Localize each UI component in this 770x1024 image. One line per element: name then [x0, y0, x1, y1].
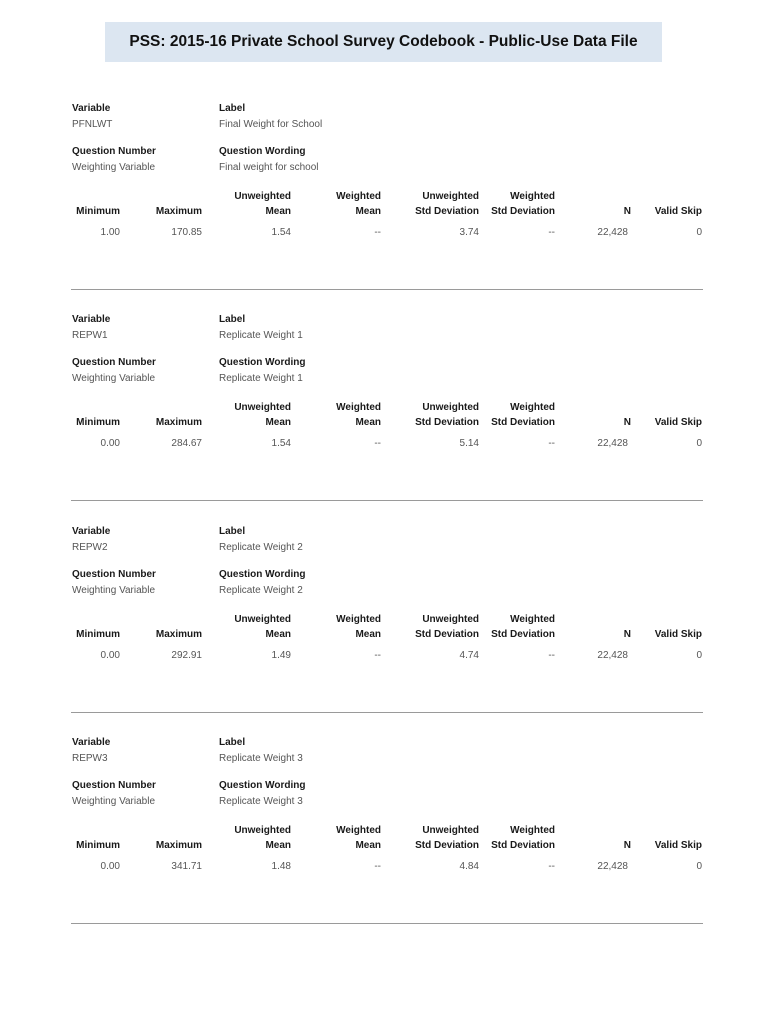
- codebook-record: [0, 314, 770, 526]
- cell-maximum: 170.85: [171, 227, 202, 238]
- page-header: [105, 22, 662, 62]
- col-valid-skip: Valid Skip: [654, 629, 702, 640]
- label-value: Replicate Weight 3: [219, 753, 303, 764]
- col-n: N: [623, 840, 631, 851]
- section-divider: [71, 712, 703, 713]
- cell-maximum: 341.71: [171, 861, 202, 872]
- variable-heading: Variable: [72, 314, 111, 325]
- cell-valid-skip: 0: [696, 861, 702, 872]
- codebook-record: [0, 526, 770, 738]
- cell-valid-skip: 0: [696, 650, 702, 661]
- label-heading: Label: [219, 314, 246, 325]
- question-wording-heading: Question Wording: [219, 146, 306, 157]
- col-unweighted-mean: Unweighted Mean: [234, 191, 291, 217]
- col-maximum: Maximum: [155, 417, 202, 428]
- col-maximum: Maximum: [155, 840, 202, 851]
- col-valid-skip: Valid Skip: [654, 840, 702, 851]
- cell-weighted-mean: --: [374, 861, 381, 872]
- col-unweighted-sd: Unweighted Std Deviation: [415, 825, 479, 851]
- label-value: Final Weight for School: [219, 119, 323, 130]
- cell-unweighted-sd: 3.74: [459, 227, 479, 238]
- cell-minimum: 0.00: [100, 861, 120, 872]
- col-valid-skip: Valid Skip: [654, 206, 702, 217]
- col-valid-skip: Valid Skip: [654, 417, 702, 428]
- col-n: N: [623, 206, 631, 217]
- label-heading: Label: [219, 737, 246, 748]
- variable-value: PFNLWT: [72, 119, 113, 130]
- cell-weighted-sd: --: [548, 227, 555, 238]
- col-weighted-sd: Weighted Std Deviation: [491, 191, 555, 217]
- col-unweighted-mean: Unweighted Mean: [234, 614, 291, 640]
- cell-maximum: 292.91: [171, 650, 202, 661]
- label-value: Replicate Weight 1: [219, 330, 303, 341]
- variable-heading: Variable: [72, 526, 111, 537]
- cell-weighted-mean: --: [374, 227, 381, 238]
- question-number-value: Weighting Variable: [72, 796, 156, 807]
- variable-value: REPW3: [72, 753, 108, 764]
- col-unweighted-mean: Unweighted Mean: [234, 402, 291, 428]
- col-maximum: Maximum: [155, 629, 202, 640]
- col-n: N: [623, 629, 631, 640]
- col-minimum: Minimum: [76, 840, 120, 851]
- col-minimum: Minimum: [76, 206, 120, 217]
- col-minimum: Minimum: [76, 417, 120, 428]
- cell-maximum: 284.67: [171, 438, 202, 449]
- question-number-value: Weighting Variable: [72, 373, 156, 384]
- question-wording-heading: Question Wording: [219, 569, 306, 580]
- label-value: Replicate Weight 2: [219, 542, 303, 553]
- col-weighted-sd: Weighted Std Deviation: [491, 614, 555, 640]
- question-wording-heading: Question Wording: [219, 780, 306, 791]
- cell-weighted-mean: --: [374, 438, 381, 449]
- label-heading: Label: [219, 103, 246, 114]
- question-number-value: Weighting Variable: [72, 162, 156, 173]
- cell-minimum: 0.00: [100, 438, 120, 449]
- col-maximum: Maximum: [155, 206, 202, 217]
- col-weighted-mean: Weighted Mean: [336, 825, 381, 851]
- col-unweighted-sd: Unweighted Std Deviation: [415, 191, 479, 217]
- codebook-record: [0, 737, 770, 949]
- col-n: N: [623, 417, 631, 428]
- cell-valid-skip: 0: [696, 438, 702, 449]
- question-number-heading: Question Number: [72, 780, 156, 791]
- cell-n: 22,428: [597, 438, 628, 449]
- cell-minimum: 0.00: [100, 650, 120, 661]
- question-number-heading: Question Number: [72, 357, 156, 368]
- col-minimum: Minimum: [76, 629, 120, 640]
- question-number-heading: Question Number: [72, 146, 156, 157]
- col-unweighted-sd: Unweighted Std Deviation: [415, 614, 479, 640]
- cell-weighted-mean: --: [374, 650, 381, 661]
- col-weighted-mean: Weighted Mean: [336, 614, 381, 640]
- variable-heading: Variable: [72, 103, 111, 114]
- question-wording-heading: Question Wording: [219, 357, 306, 368]
- col-unweighted-mean: Unweighted Mean: [234, 825, 291, 851]
- cell-unweighted-mean: 1.54: [271, 438, 291, 449]
- variable-value: REPW2: [72, 542, 108, 553]
- cell-weighted-sd: --: [548, 650, 555, 661]
- codebook-record: [0, 103, 770, 315]
- question-wording-value: Replicate Weight 1: [219, 373, 303, 384]
- cell-weighted-sd: --: [548, 861, 555, 872]
- cell-unweighted-mean: 1.54: [271, 227, 291, 238]
- question-wording-value: Final weight for school: [219, 162, 319, 173]
- section-divider: [71, 500, 703, 501]
- cell-unweighted-sd: 4.74: [459, 650, 479, 661]
- cell-valid-skip: 0: [696, 227, 702, 238]
- col-unweighted-sd: Unweighted Std Deviation: [415, 402, 479, 428]
- col-weighted-sd: Weighted Std Deviation: [491, 402, 555, 428]
- cell-unweighted-sd: 4.84: [459, 861, 479, 872]
- cell-weighted-sd: --: [548, 438, 555, 449]
- question-wording-value: Replicate Weight 3: [219, 796, 303, 807]
- cell-n: 22,428: [597, 650, 628, 661]
- cell-unweighted-mean: 1.49: [271, 650, 291, 661]
- label-heading: Label: [219, 526, 246, 537]
- col-weighted-mean: Weighted Mean: [336, 402, 381, 428]
- question-number-heading: Question Number: [72, 569, 156, 580]
- cell-unweighted-mean: 1.48: [271, 861, 291, 872]
- variable-heading: Variable: [72, 737, 111, 748]
- cell-minimum: 1.00: [100, 227, 120, 238]
- cell-unweighted-sd: 5.14: [459, 438, 479, 449]
- section-divider: [71, 923, 703, 924]
- col-weighted-mean: Weighted Mean: [336, 191, 381, 217]
- question-wording-value: Replicate Weight 2: [219, 585, 303, 596]
- question-number-value: Weighting Variable: [72, 585, 156, 596]
- page-title: PSS: 2015-16 Private School Survey Codebook - Public-Use Data File: [129, 33, 638, 50]
- variable-value: REPW1: [72, 330, 108, 341]
- col-weighted-sd: Weighted Std Deviation: [491, 825, 555, 851]
- cell-n: 22,428: [597, 861, 628, 872]
- section-divider: [71, 289, 703, 290]
- cell-n: 22,428: [597, 227, 628, 238]
